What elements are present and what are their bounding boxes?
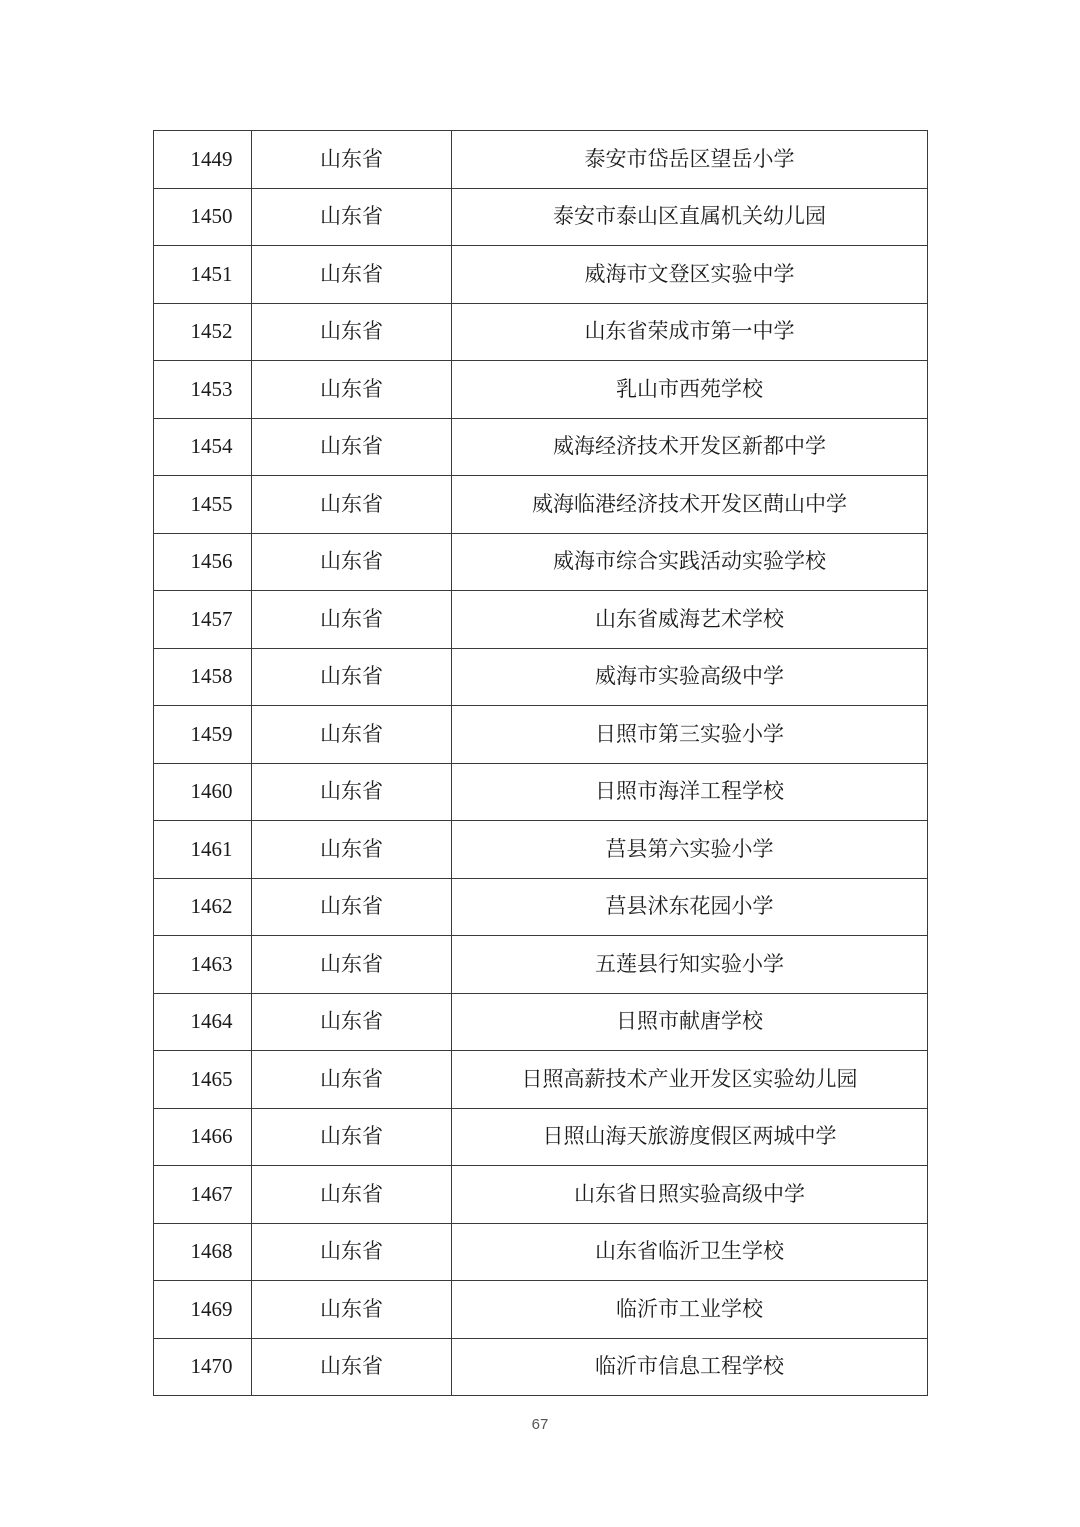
page-number: 67	[531, 1416, 549, 1433]
school-name-cell: 山东省荣成市第一中学	[452, 303, 928, 361]
school-name-cell: 威海市文登区实验中学	[452, 246, 928, 304]
table-body	[154, 131, 928, 1396]
school-name-cell: 日照市献唐学校	[452, 993, 928, 1051]
row-number-cell: 1451	[154, 246, 252, 304]
table-row	[154, 993, 928, 1051]
row-number-cell: 1469	[154, 1281, 252, 1339]
school-name-cell: 泰安市泰山区直属机关幼儿园	[452, 188, 928, 246]
row-number-cell: 1457	[154, 591, 252, 649]
province-cell: 山东省	[252, 1223, 452, 1281]
province-cell: 山东省	[252, 648, 452, 706]
table-row	[154, 1223, 928, 1281]
table-row	[154, 1166, 928, 1224]
province-cell: 山东省	[252, 1051, 452, 1109]
table-row	[154, 188, 928, 246]
school-name-cell: 山东省日照实验高级中学	[452, 1166, 928, 1224]
school-name-cell: 乳山市西苑学校	[452, 361, 928, 419]
province-cell: 山东省	[252, 706, 452, 764]
table-row	[154, 648, 928, 706]
school-name-cell: 日照山海天旅游度假区两城中学	[452, 1108, 928, 1166]
school-name-cell: 威海市综合实践活动实验学校	[452, 533, 928, 591]
row-number-cell: 1465	[154, 1051, 252, 1109]
table-row	[154, 303, 928, 361]
table-row	[154, 936, 928, 994]
province-cell: 山东省	[252, 131, 452, 189]
row-number-cell: 1454	[154, 418, 252, 476]
province-cell: 山东省	[252, 476, 452, 534]
table-row	[154, 418, 928, 476]
school-name-cell: 山东省威海艺术学校	[452, 591, 928, 649]
province-cell: 山东省	[252, 246, 452, 304]
table-row	[154, 821, 928, 879]
province-cell: 山东省	[252, 361, 452, 419]
school-name-cell: 泰安市岱岳区望岳小学	[452, 131, 928, 189]
province-cell: 山东省	[252, 591, 452, 649]
row-number-cell: 1455	[154, 476, 252, 534]
province-cell: 山东省	[252, 188, 452, 246]
school-name-cell: 日照高薪技术产业开发区实验幼儿园	[452, 1051, 928, 1109]
school-name-cell: 莒县沭东花园小学	[452, 878, 928, 936]
table-row	[154, 1281, 928, 1339]
row-number-cell: 1459	[154, 706, 252, 764]
province-cell: 山东省	[252, 1108, 452, 1166]
table-row	[154, 361, 928, 419]
row-number-cell: 1453	[154, 361, 252, 419]
province-cell: 山东省	[252, 418, 452, 476]
school-name-cell: 日照市海洋工程学校	[452, 763, 928, 821]
province-cell: 山东省	[252, 821, 452, 879]
row-number-cell: 1458	[154, 648, 252, 706]
row-number-cell: 1466	[154, 1108, 252, 1166]
province-cell: 山东省	[252, 936, 452, 994]
province-cell: 山东省	[252, 993, 452, 1051]
school-name-cell: 莒县第六实验小学	[452, 821, 928, 879]
row-number-cell: 1463	[154, 936, 252, 994]
province-cell: 山东省	[252, 1166, 452, 1224]
table-row	[154, 246, 928, 304]
row-number-cell: 1460	[154, 763, 252, 821]
table-row	[154, 131, 928, 189]
row-number-cell: 1450	[154, 188, 252, 246]
row-number-cell: 1467	[154, 1166, 252, 1224]
school-name-cell: 日照市第三实验小学	[452, 706, 928, 764]
school-name-cell: 山东省临沂卫生学校	[452, 1223, 928, 1281]
table-row	[154, 1051, 928, 1109]
row-number-cell: 1470	[154, 1338, 252, 1396]
row-number-cell: 1449	[154, 131, 252, 189]
province-cell: 山东省	[252, 1338, 452, 1396]
school-name-cell: 威海经济技术开发区新都中学	[452, 418, 928, 476]
table-row	[154, 1338, 928, 1396]
row-number-cell: 1462	[154, 878, 252, 936]
table-row	[154, 1108, 928, 1166]
row-number-cell: 1461	[154, 821, 252, 879]
school-name-cell: 威海市实验高级中学	[452, 648, 928, 706]
row-number-cell: 1468	[154, 1223, 252, 1281]
table-row	[154, 591, 928, 649]
province-cell: 山东省	[252, 763, 452, 821]
table-row	[154, 878, 928, 936]
table-row	[154, 476, 928, 534]
province-cell: 山东省	[252, 878, 452, 936]
school-name-cell: 五莲县行知实验小学	[452, 936, 928, 994]
row-number-cell: 1456	[154, 533, 252, 591]
school-name-cell: 威海临港经济技术开发区蔄山中学	[452, 476, 928, 534]
school-name-cell: 临沂市工业学校	[452, 1281, 928, 1339]
province-cell: 山东省	[252, 303, 452, 361]
table-row	[154, 533, 928, 591]
school-list-table	[153, 130, 928, 1396]
table-row	[154, 763, 928, 821]
row-number-cell: 1452	[154, 303, 252, 361]
row-number-cell: 1464	[154, 993, 252, 1051]
table-row	[154, 706, 928, 764]
school-name-cell: 临沂市信息工程学校	[452, 1338, 928, 1396]
province-cell: 山东省	[252, 533, 452, 591]
province-cell: 山东省	[252, 1281, 452, 1339]
